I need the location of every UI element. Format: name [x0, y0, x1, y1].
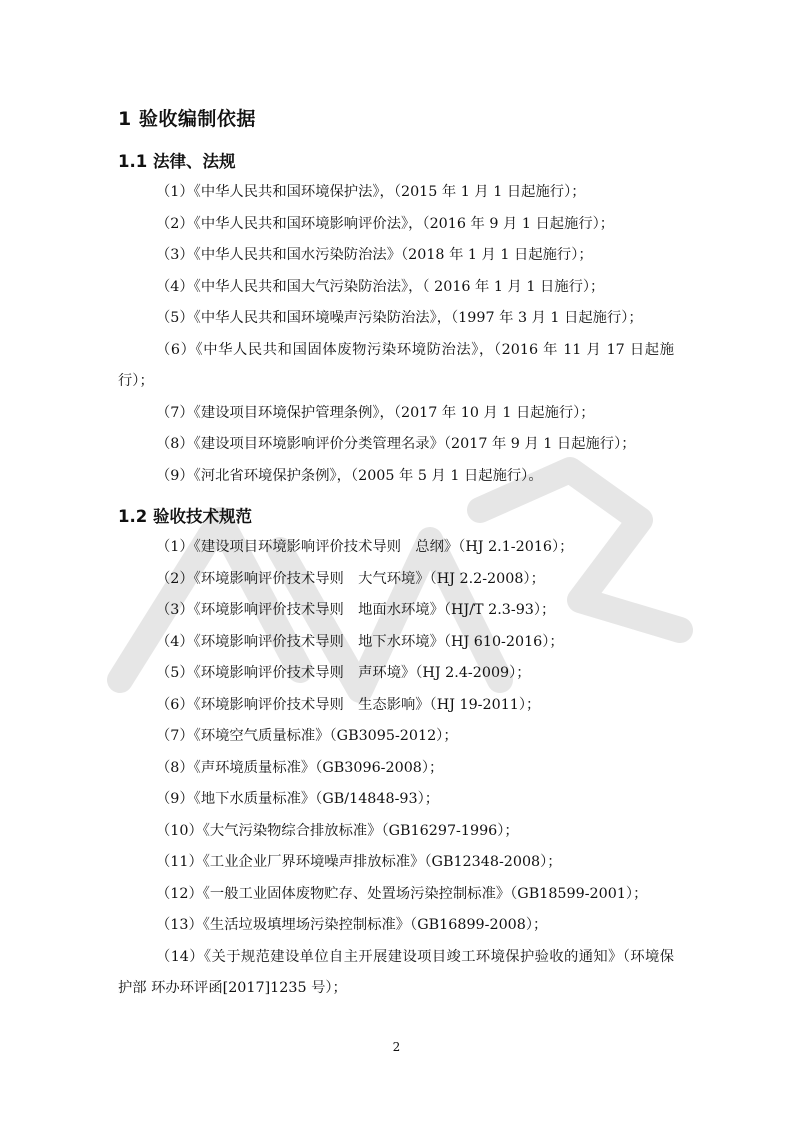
list-item: （2）《中华人民共和国环境影响评价法》，（2016 年 9 月 1 日起施行）； — [156, 215, 615, 232]
list-item: （1）《中华人民共和国环境保护法》，（2015 年 1 月 1 日起施行）； — [156, 184, 586, 200]
laws-list — [118, 177, 674, 492]
list-item: （8）《声环境质量标准》（GB3096-2008）； — [156, 759, 444, 776]
list-item: （8）《建设项目环境影响评价分类管理名录》（2017 年 9 月 1 日起施行）； — [156, 436, 636, 452]
list-item: （9）《地下水质量标准》（GB/14848-93）； — [156, 791, 440, 807]
list-item: （3）《环境影响评价技术导则 地面水环境》（HJ/T 2.3-93）； — [156, 602, 556, 618]
list-item: （2）《环境影响评价技术导则 大气环境》（HJ 2.2-2008）； — [156, 570, 545, 587]
list-item: （9）《河北省环境保护条例》，（2005 年 5 月 1 日起施行）。 — [156, 467, 543, 484]
page-heading: 1 验收编制依据 — [118, 108, 256, 130]
list-item: （6）《环境影响评价技术导则 生态影响》（HJ 19-2011）； — [156, 696, 541, 713]
section-title-laws: 1.1 法律、法规 — [118, 152, 236, 171]
list-item: （7）《环境空气质量标准》（GB3095-2012）； — [156, 728, 458, 744]
section-title-specs: 1.2 验收技术规范 — [118, 507, 252, 526]
list-item: （4）《环境影响评价技术导则 地下水环境》（HJ 610-2016）； — [156, 633, 564, 650]
list-item: （13）《生活垃圾填埋场污染控制标准》（GB16899-2008）； — [156, 917, 548, 933]
specs-list — [118, 532, 674, 1005]
list-item: （5）《环境影响评价技术导则 声环境》（HJ 2.4-2009）； — [156, 665, 531, 681]
list-item: （6）《中华人民共和国固体废物污染环境防治法》，（2016 年 11 月 17 日起施行）； — [118, 341, 674, 389]
list-item: （12）《一般工业固体废物贮存、处置场污染控制标准》（GB18599-2001）； — [156, 885, 648, 902]
page-number: 2 — [392, 1040, 401, 1054]
list-item: （10）《大气污染物综合排放标准》（GB16297-1996）； — [156, 822, 519, 839]
list-item: （4）《中华人民共和国大气污染防治法》，（ 2016 年 1 月 1 日施行）； — [156, 278, 605, 295]
list-item: （5）《中华人民共和国环境噪声污染防治法》，（1997 年 3 月 1 日起施行）； — [156, 310, 643, 326]
list-item: （11）《工业企业厂界环境噪声排放标准》（GB12348-2008）； — [156, 854, 562, 870]
list-item: （14）《关于规范建设单位自主开展建设项目竣工环境保护验收的通知》（环境保护部 环办环评函[2017]1235 号）； — [118, 948, 674, 996]
list-item: （3）《中华人民共和国水污染防治法》（2018 年 1 月 1 日起施行）； — [156, 247, 593, 263]
list-item: （1）《建设项目环境影响评价技术导则 总纲》（HJ 2.1-2016）； — [156, 539, 574, 555]
list-item: （7）《建设项目环境保护管理条例》，（2017 年 10 月 1 日起施行）； — [156, 404, 595, 421]
